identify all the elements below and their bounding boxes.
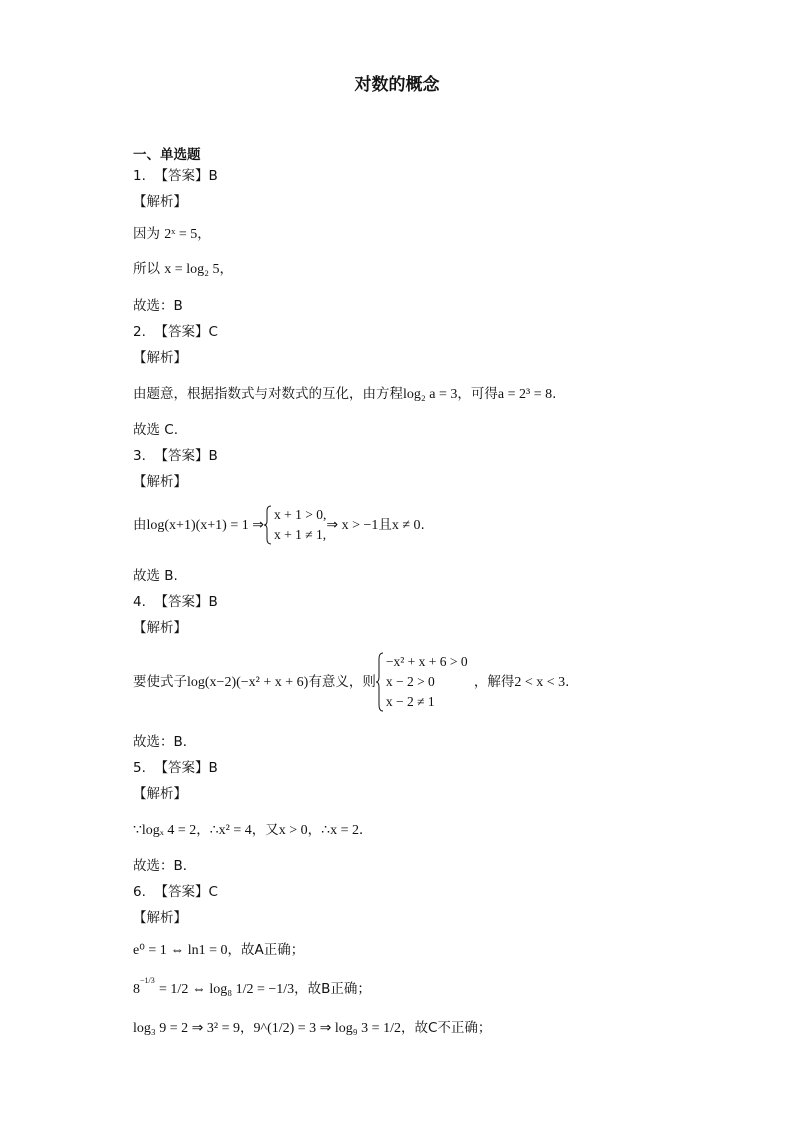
q4-line1: 要使式子log(x−2)(−x² + x + 6)有意义，则 −x² + x + 6 > 0 x − 2 > 0 x − 2 ≠ 1 ，解得2 < x < 3.: [133, 652, 569, 712]
q1-analysis-label: 【解析】: [133, 194, 187, 210]
q4-answer-line: 4. 【答案】B: [133, 594, 218, 610]
q1-conclusion: 故选：B: [133, 298, 183, 314]
q1-answer-line: [133, 167, 218, 185]
q4-formula2: 2 < x < 3: [514, 675, 566, 690]
q6-option-c: log₃ 9 = 2 ⇒ 3² = 9，9^(1/2) = 3 ⇒ log₉ 3 = 1/2，故C不正确；: [133, 1020, 492, 1036]
q3-analysis-label: 【解析】: [133, 474, 187, 490]
section-heading: 一、单选题: [133, 147, 201, 163]
q6-option-a: e⁰ = 1 ⇔ ln1 = 0，故A正确；: [133, 942, 305, 958]
q3-formula1: log(x+1)(x+1) = 1: [146, 518, 249, 533]
q2-answer: C: [208, 324, 218, 340]
q2-formula2: a = 2³ = 8: [497, 387, 553, 402]
page-title: 对数的概念: [354, 75, 440, 95]
q3-formula2: x > −1: [341, 518, 379, 533]
q3-conclusion: 故选 B.: [133, 568, 178, 584]
q2-analysis-label: 【解析】: [133, 350, 187, 366]
left-brace-icon: [376, 652, 384, 712]
q1-formula2: x = log₂ 5: [164, 262, 220, 277]
q5-answer-line: 5. 【答案】B: [133, 760, 218, 776]
q4-formula1: log(x−2)(−x² + x + 6): [187, 675, 309, 690]
q6-analysis-label: 【解析】: [133, 910, 187, 926]
q1-number: 1.: [133, 168, 146, 184]
q5-analysis-label: 【解析】: [133, 786, 187, 802]
q1-formula1: 2ˣ = 5: [164, 227, 198, 242]
q1-line2: 所以 x = log₂ 5，: [133, 261, 233, 277]
answer-label: 【答案】: [154, 168, 209, 184]
q4-analysis-label: 【解析】: [133, 620, 187, 636]
q3-line1: 由log(x+1)(x+1) = 1 ⇒ x + 1 > 0, x + 1 ≠ 1, ⇒ x > −1且x ≠ 0.: [133, 505, 425, 545]
q5-line1: ∵logₓ 4 = 2，∴x² = 4，又x > 0，∴x = 2．: [133, 822, 373, 838]
q5-answer: B: [208, 760, 218, 776]
q1-line1: 因为 2ˣ = 5，: [133, 226, 211, 242]
q3-system: x + 1 > 0, x + 1 ≠ 1,: [264, 505, 326, 545]
q4-system: −x² + x + 6 > 0 x − 2 > 0 x − 2 ≠ 1: [376, 652, 474, 712]
q1-answer: B: [208, 168, 218, 184]
q6-option-b: $8^{-1/3} = 1/2$ ⇔ log₈ 1/2 = −1/3，故B正确；: [133, 976, 371, 997]
q5-conclusion: 故选：B．: [133, 858, 197, 874]
q2-formula1: log₂ a = 3: [403, 387, 458, 402]
left-brace-icon: [264, 505, 272, 545]
q2-conclusion: 故选 C.: [133, 422, 179, 438]
q2-answer-line: 2. 【答案】C: [133, 324, 218, 340]
q6-answer-line: 6. 【答案】C: [133, 884, 218, 900]
q6-answer: C: [208, 884, 218, 900]
q4-answer: B: [208, 594, 218, 610]
q3-formula3: x ≠ 0: [391, 518, 421, 533]
q3-answer: B: [208, 448, 218, 464]
q2-line1: 由题意，根据指数式与对数式的互化，由方程log₂ a = 3，可得a = 2³ = 8.: [133, 386, 557, 402]
q3-answer-line: 3. 【答案】B: [133, 448, 218, 464]
q4-conclusion: 故选：B．: [133, 734, 197, 750]
